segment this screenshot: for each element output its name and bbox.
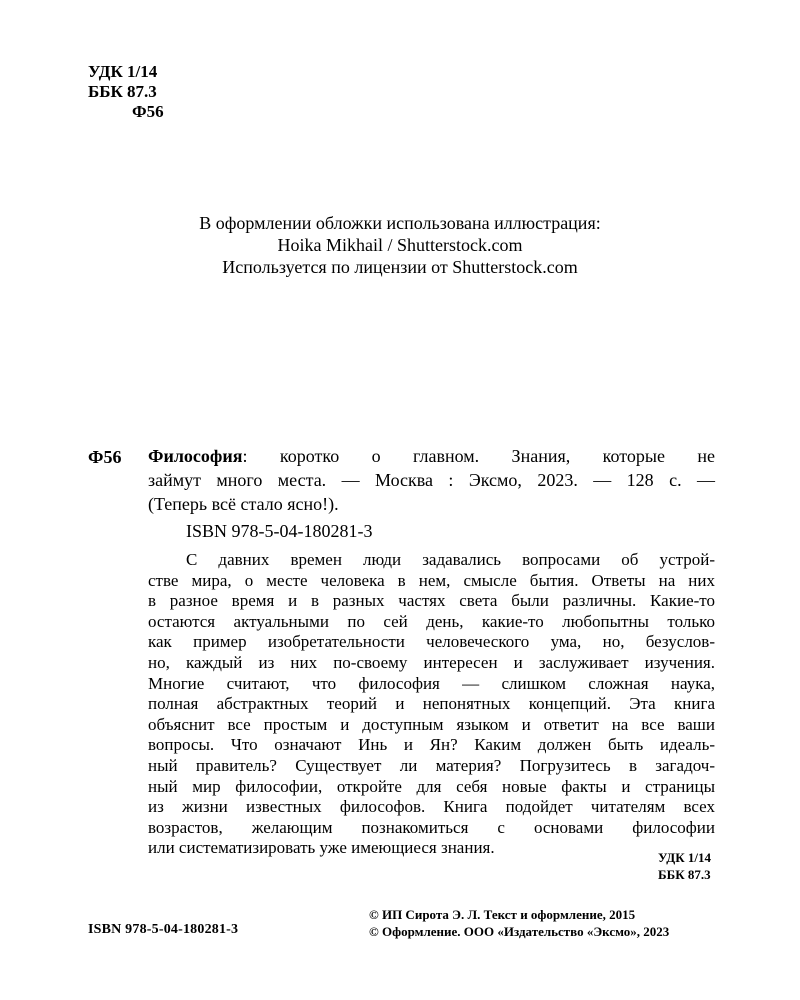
copyright-line-1: © ИП Сирота Э. Л. Текст и оформление, 2015 (369, 907, 636, 922)
credit-line-3: Используется по лицензии от Shutterstock.com (222, 257, 578, 277)
annotation-line: С давних времен люди задавались вопросами об устрой- (186, 550, 715, 569)
bib-line-2: займут много места. — Москва : Эксмо, 2023. — 128 с. — (148, 470, 715, 490)
annotation-line: как пример изобретательности человеческого ума, но, безуслов- (148, 632, 715, 652)
author-code: Ф56 (132, 102, 164, 121)
annotation-line: но, каждый из них по-своему интересен и заслуживает изучения. (148, 652, 715, 672)
annotation-line: ный правитель? Существует ли материя? Погрузитесь в загадоч- (148, 755, 715, 775)
bbk-code: ББК 87.3 (88, 82, 157, 101)
copyright-line-2: © Оформление. ООО «Издательство «Эксмо», 2023 (369, 924, 670, 939)
footer-udk-code: УДК 1/14 (658, 850, 711, 865)
annotation (148, 550, 715, 859)
book-title: Философия (148, 446, 243, 466)
annotation-line: из жизни известных философов. Книга подойдет читателям всех (148, 797, 715, 817)
footer-bbk-code: ББК 87.3 (658, 867, 711, 882)
annotation-line: Многие считают, что философия — слишком сложная наука, (148, 673, 715, 693)
isbn-record: ISBN 978-5-04-180281-3 (186, 521, 373, 541)
classification-codes (88, 62, 164, 122)
annotation-line: полная абстрактных теорий и непонятных концепций. Эта книга (148, 694, 715, 714)
annotation-line: вопросы. Что означают Инь и Ян? Каким должен быть идеаль- (148, 735, 715, 755)
bibliography-index-code: Ф56 (88, 447, 122, 467)
bib-line-3: (Теперь всё стало ясно!). (148, 494, 339, 514)
copyright-notices (369, 906, 669, 940)
credit-line-2: Hoika Mikhail / Shutterstock.com (277, 235, 523, 255)
annotation-line: или систематизировать уже имеющиеся знания. (148, 838, 495, 858)
annotation-line: в разное время и в разных частях света были различны. Какие-то (148, 591, 715, 611)
bibliographic-record (148, 444, 715, 516)
cover-illustration-credit (0, 212, 800, 278)
annotation-line: стве мира, о месте человека в нем, смысле бытия. Ответы на них (148, 570, 715, 590)
udk-code: УДК 1/14 (88, 62, 158, 81)
annotation-line: объяснит все простым и доступным языком и ответит на все ваши (148, 714, 715, 734)
annotation-line: ный мир философии, откройте для себя новые факты и страницы (148, 776, 715, 796)
bib-line-1-rest: : коротко о главном. Знания, которые не (242, 446, 715, 466)
credit-line-1: В оформлении обложки использована иллюстрация: (199, 213, 601, 233)
footer-isbn: ISBN 978-5-04-180281-3 (88, 922, 239, 937)
annotation-line: возрастов, желающим познакомиться с основами философии (148, 817, 715, 837)
footer-classification-codes (658, 849, 711, 883)
annotation-line: остаются актуальными по сей день, какие-то любопытны только (148, 611, 715, 631)
bib-line-1 (148, 444, 715, 468)
